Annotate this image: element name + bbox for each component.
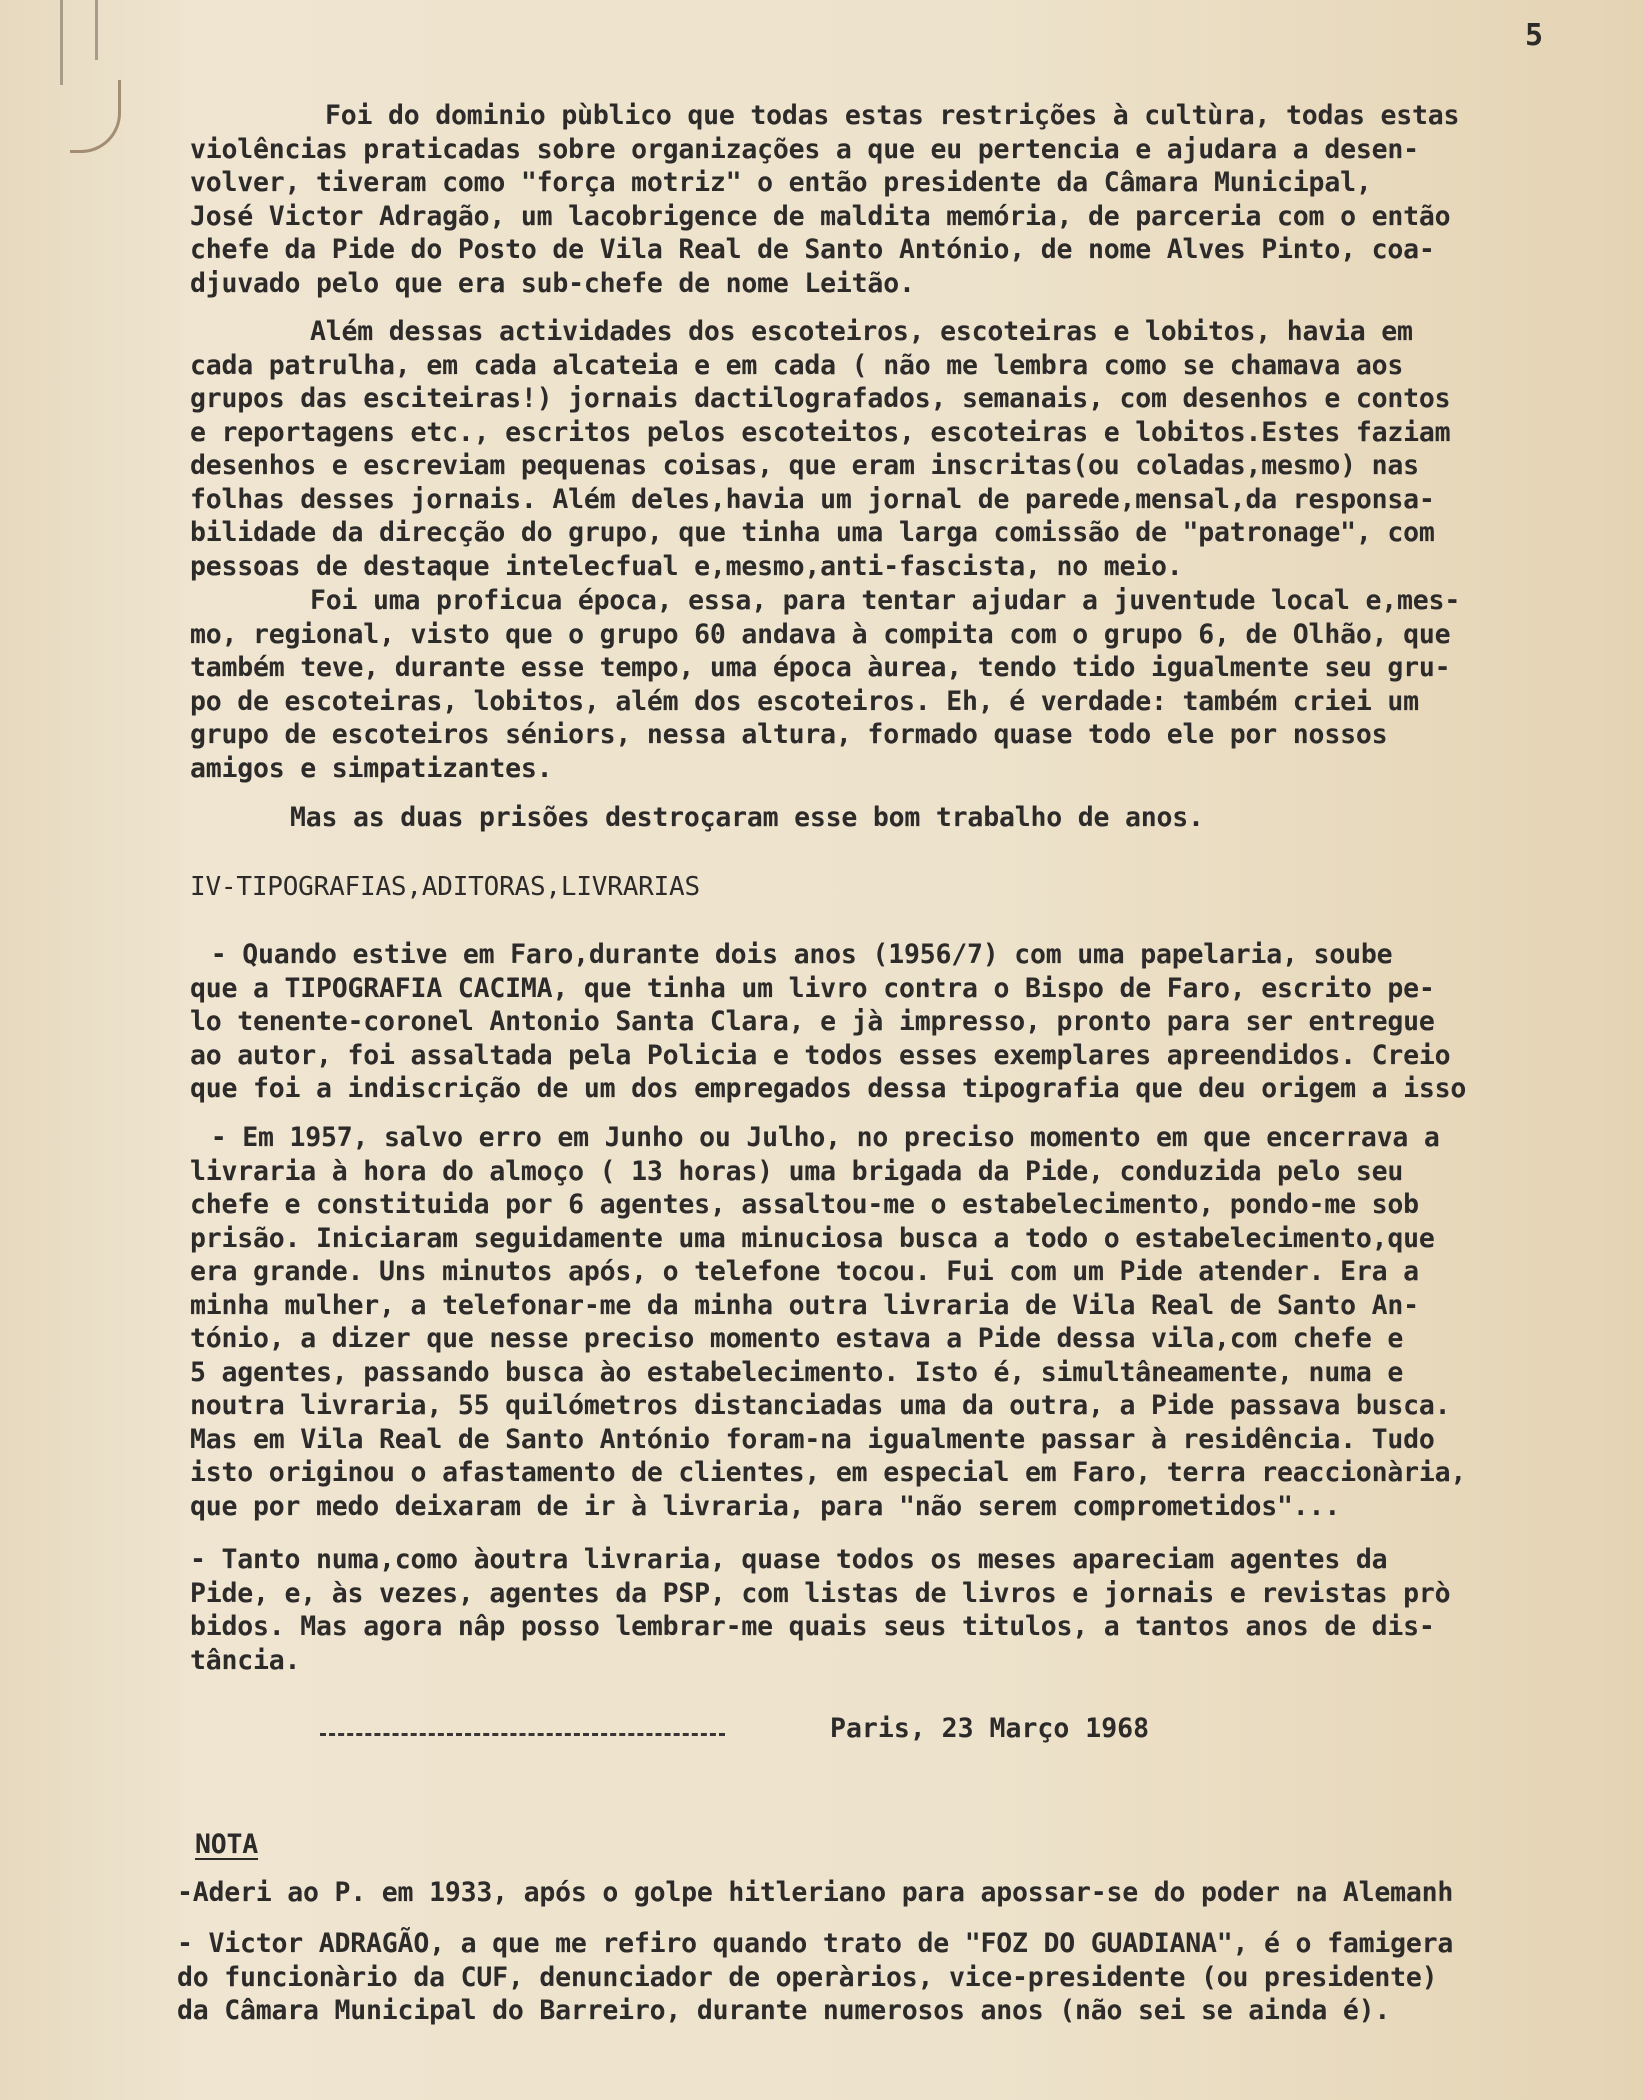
text-line: Foi do dominio pùblico que todas estas restrições à cultùra, todas estas — [325, 100, 1460, 131]
paper-edge-mark — [95, 0, 98, 60]
text-line: Mas em Vila Real de Santo António foram-na igualmente passar à residência. Tudo — [190, 1423, 1435, 1455]
text-line: prisão. Iniciaram seguidamente uma minuciosa busca a todo o estabelecimento,que — [190, 1222, 1435, 1254]
text-line: bidos. Mas agora nâp posso lembrar-me quais seus titulos, a tantos anos de dis- — [190, 1611, 1435, 1642]
text-line: po de escoteiras, lobitos, além dos escoteiros. Eh, é verdade: também criei um — [190, 685, 1419, 717]
text-line: lo tenente-coronel Antonio Santa Clara, e jà impresso, pronto para ser entregue — [190, 1006, 1435, 1037]
text-line: Além dessas actividades dos escoteiros, escoteiras e lobitos, havia em — [310, 316, 1413, 347]
text-line: tância. — [190, 1644, 301, 1676]
item-tipografia-cacima — [190, 938, 1610, 1106]
text-line: ao autor, foi assaltada pela Policia e todos esses exemplares apreendidos. Creio — [190, 1039, 1451, 1071]
text-line: isto originou o afastamento de clientes, em especial em Faro, terra reaccionària, — [190, 1457, 1467, 1488]
text-line: José Victor Adragão, um lacobrigence de maldita memória, de parceria com o então — [190, 200, 1451, 232]
nota-item-1 — [177, 1876, 1597, 1910]
text-line: pessoas de destaque intelecfual e,mesmo,anti-fascista, no meio. — [190, 550, 1183, 582]
page-number: 5 — [1524, 18, 1543, 53]
text-line: que por medo deixaram de ir à livraria, para "não serem comprometidos"... — [190, 1490, 1341, 1522]
text-line: cada patrulha, em cada alcateia e em cada ( não me lembra como se chamava aos — [190, 349, 1404, 381]
text-line: Pide, e, às vezes, agentes da PSP, com listas de livros e jornais e revistas prò — [190, 1577, 1451, 1609]
text-line: violências praticadas sobre organizações a que eu pertencia e ajudara a desen- — [190, 133, 1419, 165]
text-line: livraria à hora do almoço ( 13 horas) uma brigada da Pide, conduzida pelo seu — [190, 1155, 1404, 1187]
text-line: e reportagens etc., escritos pelos escoteitos, escoteiras e lobitos.Estes faziam — [190, 416, 1451, 448]
text-line: que foi a indiscrição de um dos empregados dessa tipografia que deu origem a isso — [190, 1073, 1467, 1104]
text-line: da Câmara Municipal do Barreiro, durante numerosos anos (não sei se ainda é). — [177, 1995, 1391, 2026]
paragraph-scout-newspapers — [190, 315, 1610, 583]
text-line: chefe e constituida por 6 agentes, assaltou-me o estabelecimento, pondo-me sob — [190, 1189, 1419, 1220]
nota-title: NOTA — [195, 1829, 259, 1860]
text-line: volver, tiveram como "força motriz" o então presidente da Câmara Municipal, — [190, 167, 1372, 198]
text-line: -Aderi ao P. em 1933, após o golpe hitleriano para apossar-se do poder na Alemanh — [177, 1877, 1454, 1908]
nota-heading — [190, 1828, 1610, 1862]
text-line: - Victor ADRAGÃO, a que me refiro quando trato de "FOZ DO GUADIANA", é o famigera — [177, 1928, 1454, 1959]
nota-item-2 — [177, 1927, 1597, 2028]
text-line: do funcionàrio da CUF, denunciador de operàrios, vice-presidente (ou presidente) — [177, 1961, 1438, 1993]
section-title: IV-TIPOGRAFIAS,ADITORAS,LIVRARIAS — [190, 872, 700, 902]
text-line: grupos das esciteiras!) jornais dactilografados, semanais, com desenhos e contos — [190, 383, 1451, 414]
text-line: mo, regional, visto que o grupo 60 andava à compita com o grupo 6, de Olhão, que — [190, 618, 1451, 650]
text-line: djuvado pelo que era sub-chefe de nome Leitão. — [190, 267, 915, 299]
paragraph-prisoes — [190, 801, 1610, 835]
text-line: chefe da Pide do Posto de Vila Real de Santo António, de nome Alves Pinto, coa- — [190, 234, 1435, 265]
paragraph-restrictions — [190, 99, 1610, 300]
text-line: noutra livraria, 55 quilómetros distanciadas uma da outra, a Pide passava busca. — [190, 1390, 1451, 1421]
place-date: Paris, 23 Março 1968 — [830, 1713, 1150, 1744]
text-line: desenhos e escreviam pequenas coisas, que eram inscritas(ou coladas,mesmo) nas — [190, 450, 1419, 481]
text-line: - Tanto numa,como àoutra livraria, quase todos os meses apareciam agentes da — [190, 1544, 1388, 1575]
dashed-separator — [320, 1733, 725, 1736]
text-line: tónio, a dizer que nesse preciso momento estava a Pide dessa vila,com chefe e — [190, 1323, 1404, 1354]
text-line: que a TIPOGRAFIA CACIMA, que tinha um livro contra o Bispo de Faro, escrito pe- — [190, 972, 1435, 1004]
text-line: Mas as duas prisões destroçaram esse bom trabalho de anos. — [290, 802, 1204, 833]
paper-fold-mark — [70, 80, 121, 153]
text-line: bilidade da direcção do grupo, que tinha uma larga comissão de "patronage", com — [190, 517, 1435, 548]
text-line: amigos e simpatizantes. — [190, 752, 553, 784]
text-line: era grande. Uns minutos após, o telefone tocou. Fui com um Pide atender. Era a — [190, 1256, 1419, 1287]
text-line: Foi uma proficua época, essa, para tentar ajudar a juventude local e,mes- — [310, 585, 1461, 616]
text-line: também teve, durante esse tempo, uma época àurea, tendo tido igualmente seu gru- — [190, 652, 1451, 683]
item-listas-livros — [190, 1543, 1610, 1677]
text-line: minha mulher, a telefonar-me da minha outra livraria de Vila Real de Santo An- — [190, 1289, 1419, 1321]
text-line: folhas desses jornais. Além deles,havia um jornal de parede,mensal,da responsa- — [190, 483, 1435, 515]
paragraph-proficua-epoca — [190, 584, 1610, 785]
signature-line — [320, 1713, 1220, 1753]
text-line: - Quando estive em Faro,durante dois anos (1956/7) com uma papelaria, soube — [195, 939, 1393, 970]
text-line: - Em 1957, salvo erro em Junho ou Julho, no preciso momento em que encerrava a — [195, 1122, 1440, 1153]
section-heading — [190, 871, 1610, 905]
item-busca-livraria — [190, 1121, 1610, 1523]
text-line: 5 agentes, passando busca ào estabelecimento. Isto é, simultâneamente, numa e — [190, 1356, 1404, 1388]
paper-edge-mark — [60, 0, 63, 85]
text-line: grupo de escoteiros séniors, nessa altura, formado quase todo ele por nossos — [190, 719, 1388, 750]
